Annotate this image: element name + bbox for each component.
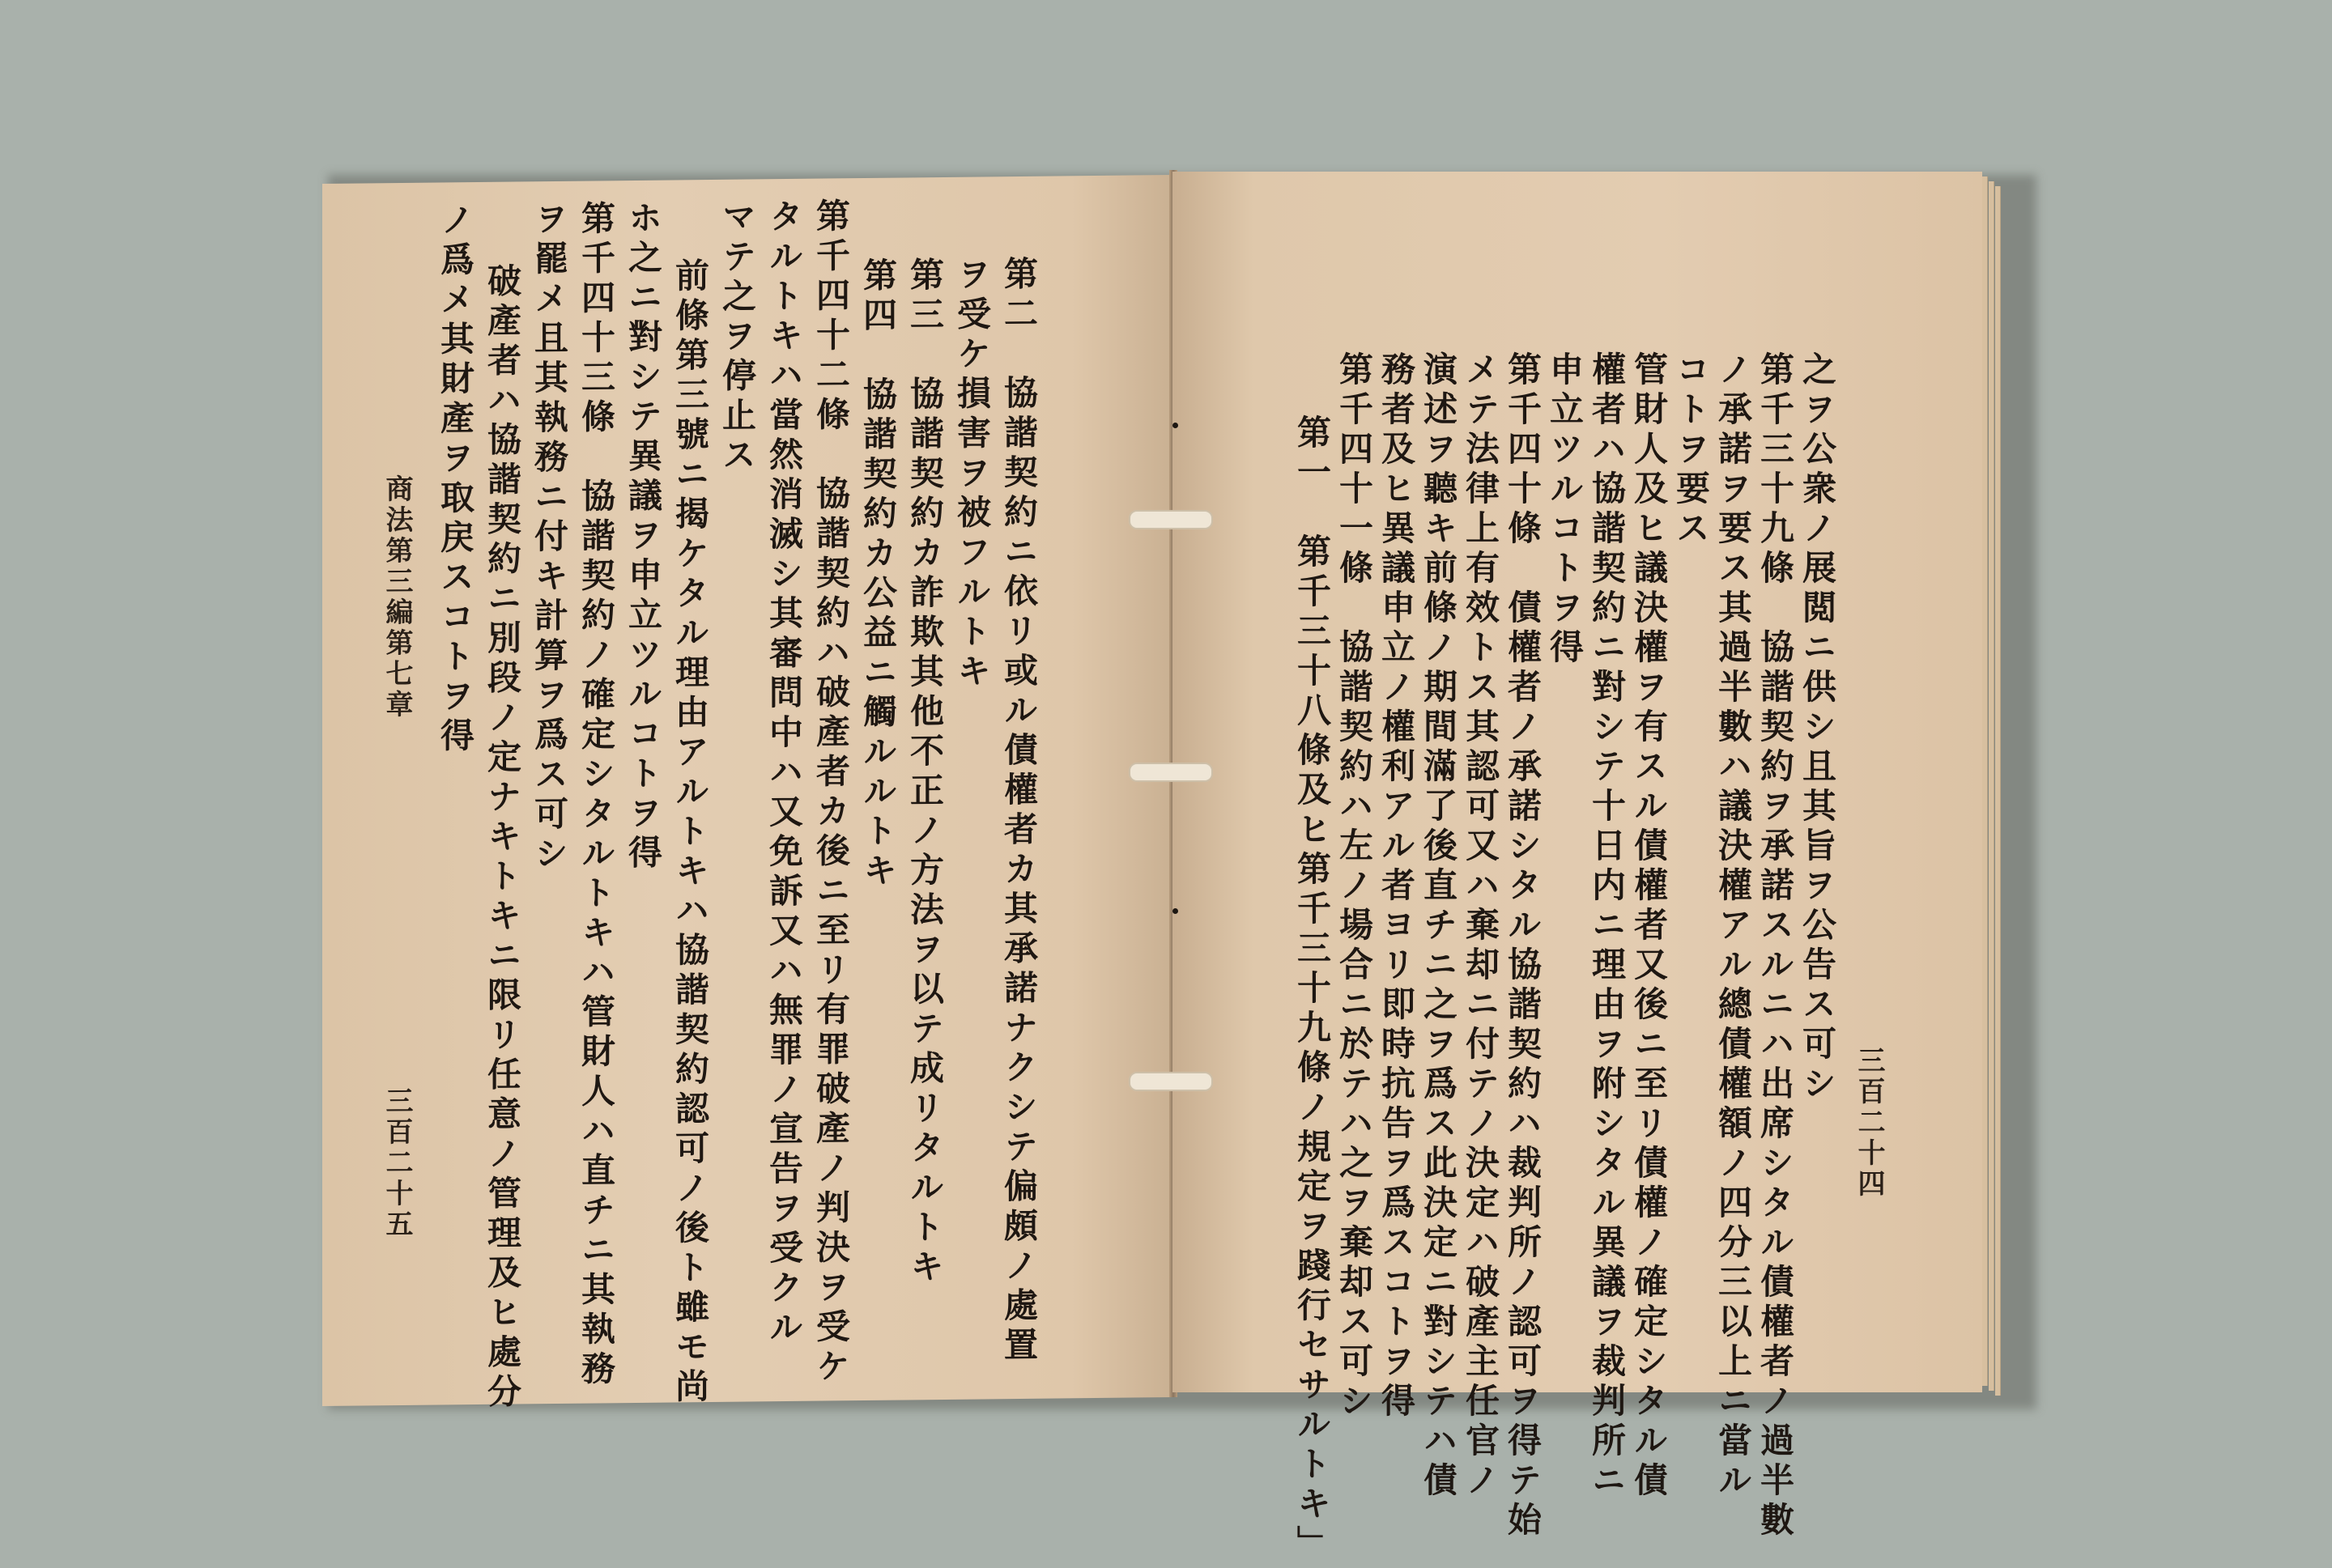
left-col-9: ホ之ニ對シテ異議ヲ申立ツルコトヲ得 (623, 199, 663, 875)
book-spread (322, 167, 2029, 1565)
binding-stitch-top (1129, 510, 1213, 529)
ink-dot-1 (1172, 423, 1178, 428)
left-col-6: タルトキハ當然消滅シ其審問中ハ又免訴又ハ無罪ノ宣告ヲ受クル (764, 198, 804, 1349)
right-col-11: 務者及ヒ異議申立ノ權利アル者ヨリ即時抗告ヲ爲スコトヲ得 (1377, 351, 1416, 1422)
left-col-11: ヲ罷メ且其執務ニ付キ計算ヲ爲ス可シ (530, 200, 569, 876)
right-page-number: 三百二十四 (1853, 1046, 1885, 1200)
left-col-10: 第千四十三條 協諧契約ノ確定シタルトキハ管財人ハ直チニ其執務 (577, 200, 616, 1391)
right-col-7: 申立ツルコトヲ得 (1545, 351, 1585, 669)
right-col-13: 第一 第千三十八條及ヒ第千三十九條ノ規定ヲ踐行セサルトキ」 (1292, 414, 1332, 1565)
binding-stitch-middle (1129, 763, 1213, 782)
right-col-3: ノ承諾ヲ要ス其過半數ハ議決權アル總債權額ノ四分三以上ニ當ル (1713, 351, 1753, 1502)
left-page-number: 三百二十五 (381, 1086, 413, 1241)
right-col-4: コトヲ要ス (1671, 351, 1711, 550)
left-col-7: マテ之ヲ停止ス (717, 198, 757, 477)
left-col-13: ノ爲メ其財產ヲ取戻スコトヲ得 (436, 202, 475, 758)
left-col-2: ヲ受ケ損害ヲ被フルトキ (952, 256, 992, 693)
right-col-10: 演述ヲ聽キ前條ノ期間滿了後直チニ之ヲ爲ス此決定ニ對シテハ債 (1419, 351, 1458, 1502)
right-col-2: 第千三十九條 協諧契約ヲ承諾スルニハ出席シタル債權者ノ過半數 (1755, 351, 1795, 1541)
left-col-5: 第千四十二條 協諧契約ハ破產者カ後ニ至リ有罪破產ノ判決ヲ受ケ (811, 198, 851, 1388)
right-col-6: 權者ハ協諧契約ニ對シテ十日内ニ理由ヲ附シタル異議ヲ裁判所ニ (1587, 351, 1627, 1502)
left-col-1: 第二 協諧契約ニ依リ或ル債權者カ其承諾ナクシテ偏頗ノ處置 (999, 255, 1039, 1367)
right-page (1172, 172, 1982, 1565)
left-col-4: 第四 協諧契約カ公益ニ觸ルルトキ (858, 257, 898, 893)
page-edge-3 (1995, 186, 2001, 1396)
ink-dot-2 (1172, 908, 1178, 914)
right-col-8: 第千四十條 債權者ノ承諾シタル協諧契約ハ裁判所ノ認可ヲ得テ始 (1503, 351, 1543, 1541)
page-edge-2 (1989, 181, 1994, 1391)
left-col-12: 破產者ハ協諧契約ニ別段ノ定ナキトキニ限リ任意ノ管理及ヒ處分 (483, 262, 522, 1413)
right-col-9: メテ法律上有效トス其認可又ハ棄却ニ付テノ決定ハ破產主任官ノ (1461, 351, 1500, 1502)
running-head: 商法第三編第七章 (381, 474, 413, 721)
binding-stitch-bottom (1129, 1072, 1213, 1091)
left-col-8: 前條第三號ニ揭ケタル理由アルトキハ協諧契約認可ノ後ト雖モ尚 (670, 257, 710, 1409)
right-col-12: 第千四十一條 協諧契約ハ左ノ場合ニ於テハ之ヲ棄却ス可シ (1334, 351, 1374, 1422)
left-col-3: 第三 協諧契約カ詐欺其他不正ノ方法ヲ以テ成リタルトキ (905, 256, 945, 1289)
right-col-1: 之ヲ公衆ノ展閲ニ供シ且其旨ヲ公告ス可シ (1798, 351, 1837, 1105)
right-col-5: 管財人及ヒ議決權ヲ有スル債權者又後ニ至リ債權ノ確定シタル債 (1629, 351, 1669, 1502)
page-edge-1 (1982, 176, 1988, 1386)
left-page (322, 175, 1174, 1413)
